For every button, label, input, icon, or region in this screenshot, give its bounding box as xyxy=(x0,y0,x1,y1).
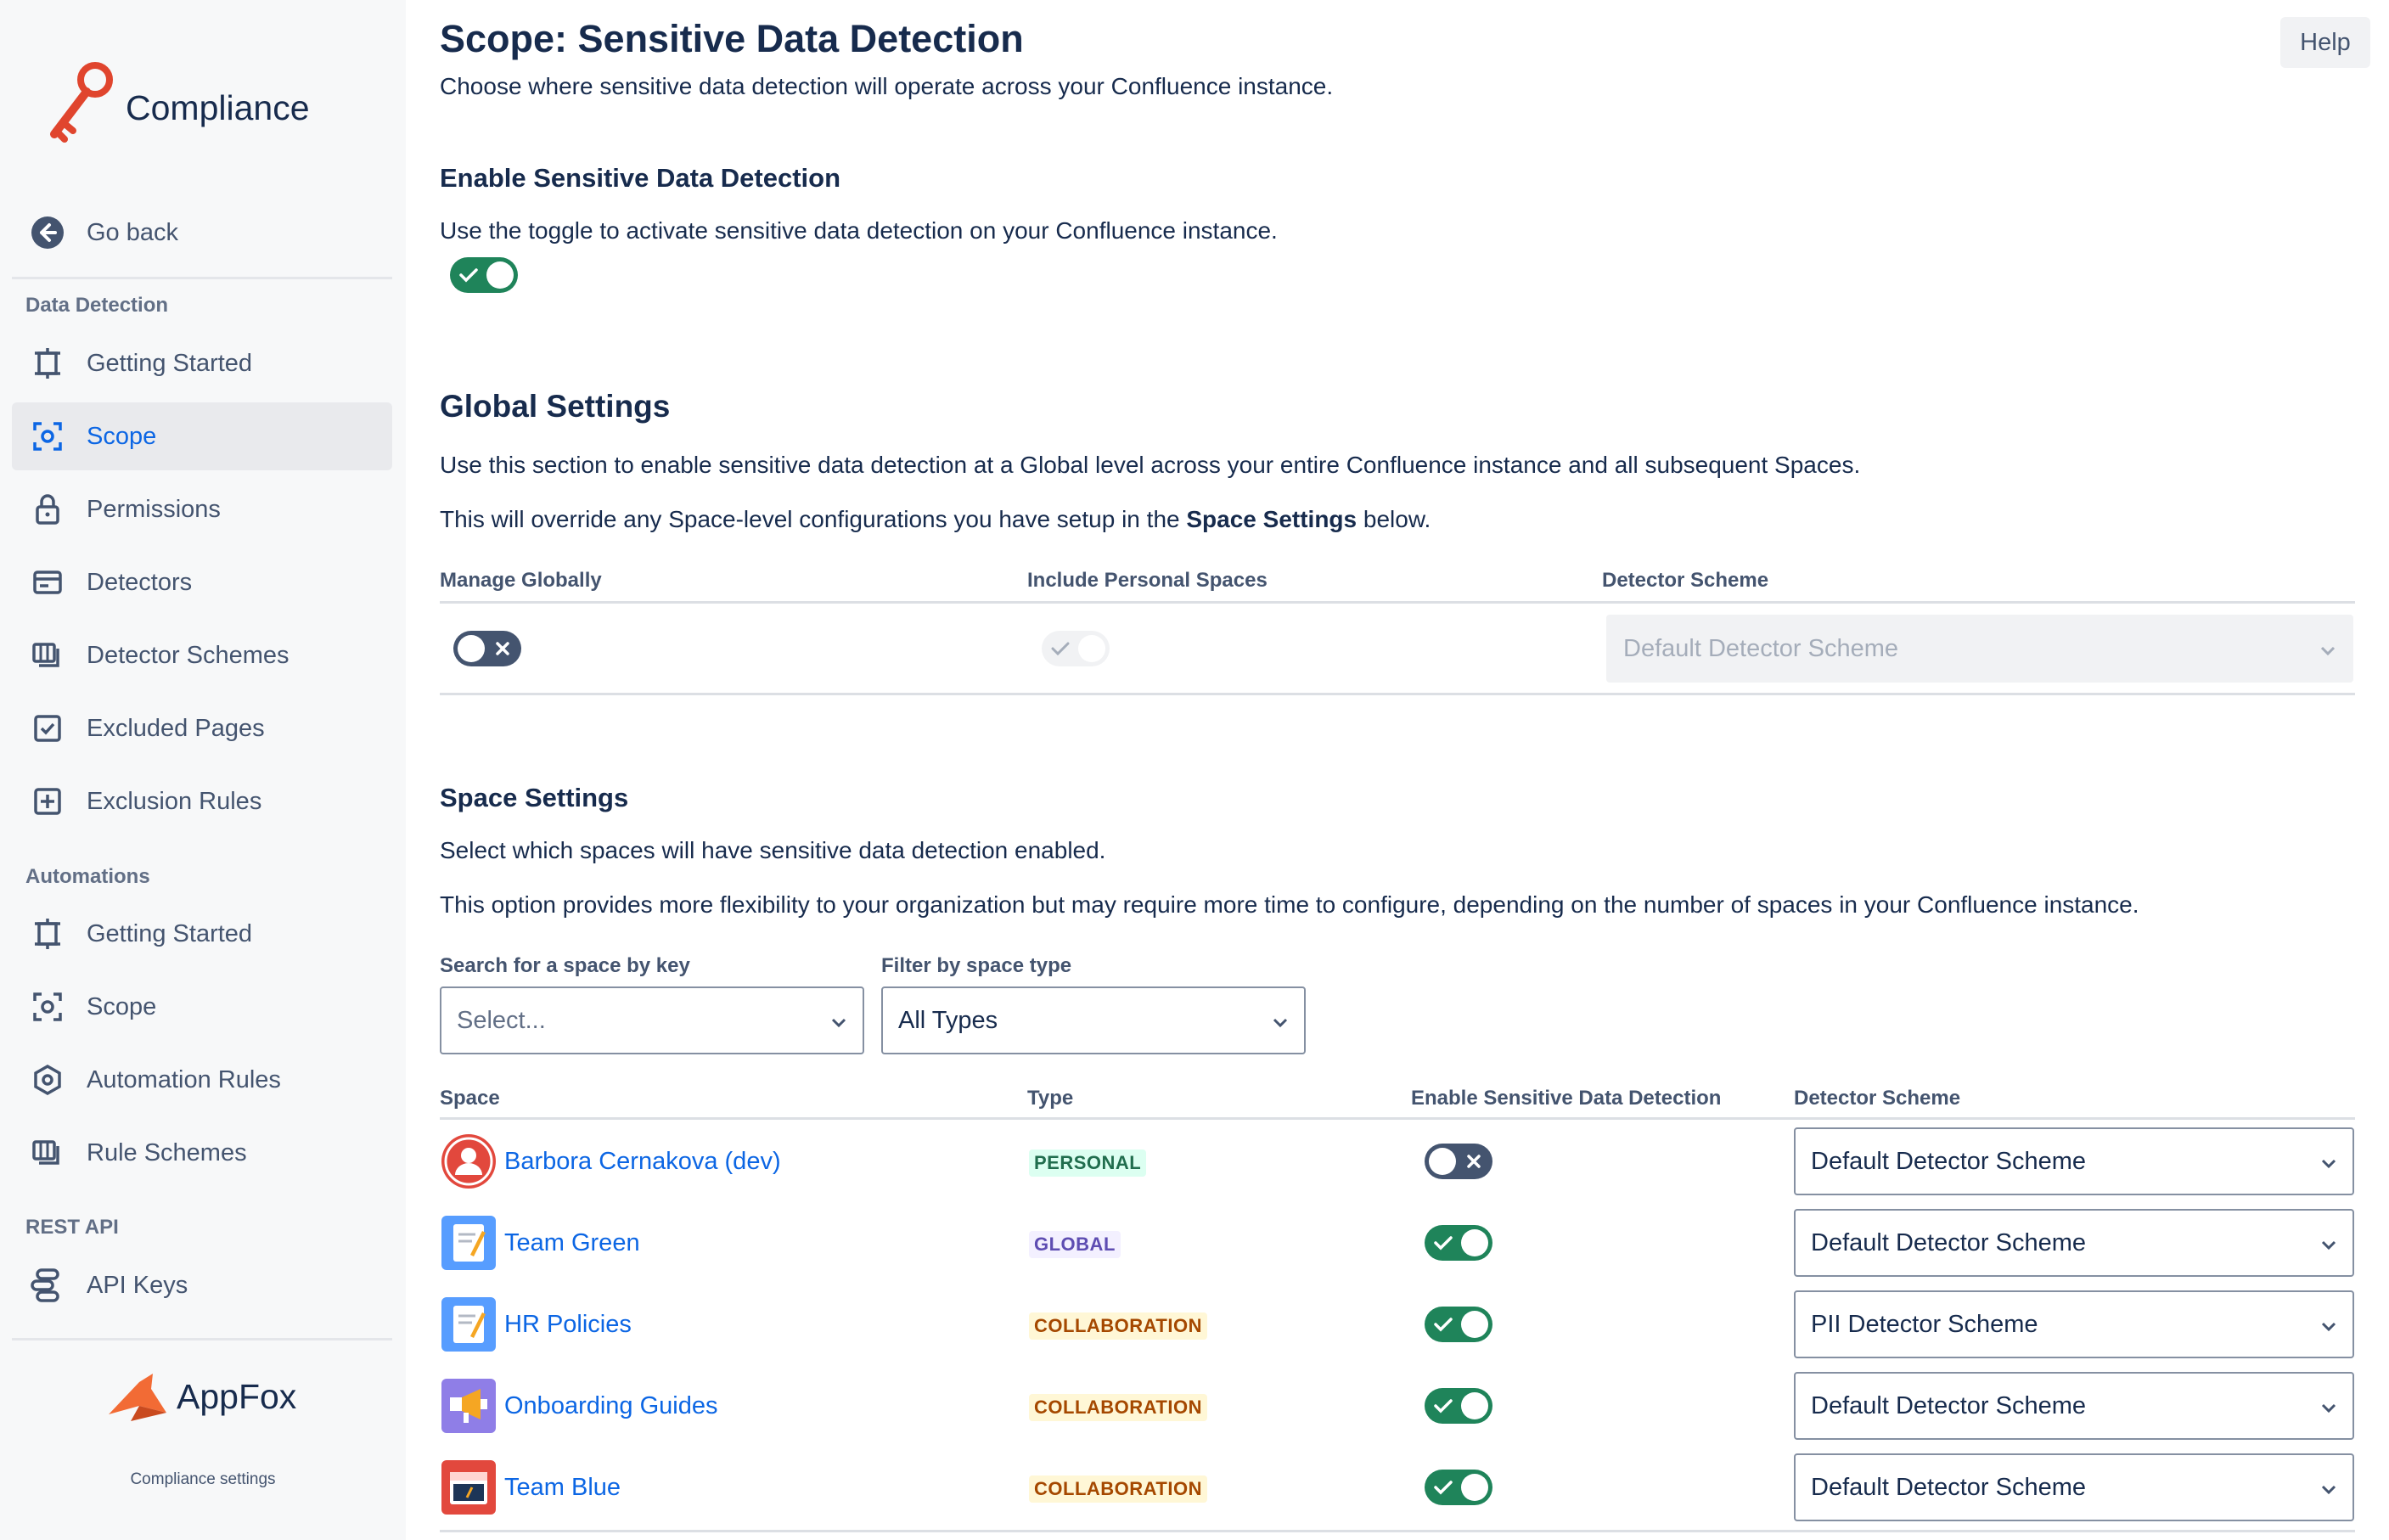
getting-started-icon xyxy=(31,917,65,951)
space-settings-title: Space Settings xyxy=(440,783,629,812)
space-scheme-value: Default Detector Scheme xyxy=(1811,1147,2086,1175)
toggle-knob xyxy=(1461,1474,1488,1501)
chevron-down-icon xyxy=(2320,1392,2337,1420)
space-detection-toggle[interactable] xyxy=(1425,1225,1492,1261)
check-icon xyxy=(1434,1388,1453,1424)
space-detection-toggle[interactable] xyxy=(1425,1388,1492,1424)
table-header-divider xyxy=(440,601,2355,604)
calendar-icon xyxy=(441,1460,496,1515)
key-icon xyxy=(44,61,121,146)
vendor-name: AppFox xyxy=(177,1377,297,1416)
sidebar-item-automation-getting-started[interactable] xyxy=(12,900,392,968)
section-automations: Automations xyxy=(25,865,150,888)
space-link[interactable]: Barbora Cernakova (dev) xyxy=(504,1148,781,1175)
space-settings-emphasis: Space Settings xyxy=(1186,506,1358,532)
space-detection-toggle[interactable] xyxy=(1425,1307,1492,1342)
sidebar-divider xyxy=(12,277,392,279)
sidebar-item-automation-scope[interactable] xyxy=(12,973,392,1041)
sidebar-item-rule-schemes[interactable] xyxy=(12,1119,392,1187)
space-description-2: This option provides more flexibility to your organization but may require more time to configure, depending on the number of spaces in your Confluence instance. xyxy=(440,891,2139,918)
col-enable: Enable Sensitive Data Detection xyxy=(1411,1087,1722,1110)
search-label: Search for a space by key xyxy=(440,954,690,977)
sidebar-item-permissions[interactable] xyxy=(12,475,392,543)
include-personal-toggle[interactable] xyxy=(1042,631,1110,666)
sidebar-item-label: Rule Schemes xyxy=(87,1138,247,1166)
getting-started-icon xyxy=(31,346,65,380)
space-scheme-select[interactable] xyxy=(1794,1453,2354,1521)
chevron-down-icon xyxy=(2320,1229,2337,1257)
sidebar-item-label: Getting Started xyxy=(87,919,253,947)
global-settings-title: Global Settings xyxy=(440,389,671,424)
toggle-knob xyxy=(1461,1229,1488,1256)
go-back-button[interactable] xyxy=(12,199,392,267)
table-bottom-divider xyxy=(440,693,2355,695)
space-link[interactable]: Team Green xyxy=(504,1229,640,1256)
space-search-placeholder: Select... xyxy=(457,1006,546,1034)
sidebar-item-label: Scope xyxy=(87,992,157,1020)
sidebar-item-label: Permissions xyxy=(87,495,221,523)
check-icon xyxy=(459,257,478,293)
toggle-knob xyxy=(1461,1392,1488,1419)
space-type-badge: GLOBAL xyxy=(1029,1231,1121,1258)
sidebar-item-exclusion-rules[interactable] xyxy=(12,767,392,835)
space-type-badge: PERSONAL xyxy=(1029,1149,1146,1177)
sidebar-item-detectors[interactable] xyxy=(12,548,392,616)
space-table-header-divider xyxy=(440,1117,2355,1120)
back-arrow-icon xyxy=(31,216,65,250)
space-scheme-value: PII Detector Scheme xyxy=(1811,1310,2038,1338)
col-manage-globally: Manage Globally xyxy=(440,569,602,592)
go-back-label: Go back xyxy=(87,218,178,246)
detectors-icon xyxy=(31,565,65,599)
schemes-icon xyxy=(31,638,65,672)
close-icon xyxy=(495,631,510,666)
person-avatar-icon xyxy=(441,1134,496,1189)
notepad-icon xyxy=(441,1216,496,1270)
enable-description: Use the toggle to activate sensitive data detection on your Confluence instance. xyxy=(440,217,1278,244)
space-detection-toggle[interactable] xyxy=(1425,1144,1492,1179)
global-scheme-value: Default Detector Scheme xyxy=(1623,634,1898,662)
space-link[interactable]: Team Blue xyxy=(504,1474,621,1501)
space-type-badge: COLLABORATION xyxy=(1029,1475,1207,1503)
toggle-knob xyxy=(1078,635,1105,662)
sidebar-divider xyxy=(12,1338,392,1340)
chevron-down-icon xyxy=(1272,1007,1289,1035)
chevron-down-icon xyxy=(830,1007,847,1035)
fox-icon xyxy=(105,1372,170,1423)
sidebar-item-label: Automation Rules xyxy=(87,1065,281,1093)
schemes-icon xyxy=(31,1136,65,1170)
enable-detection-toggle[interactable] xyxy=(450,257,518,293)
footer-note: Compliance settings xyxy=(130,1470,276,1488)
section-rest-api: REST API xyxy=(25,1216,119,1239)
space-type-badge: COLLABORATION xyxy=(1029,1312,1207,1340)
chevron-down-icon xyxy=(2319,635,2336,663)
page-title: Scope: Sensitive Data Detection xyxy=(440,17,1024,60)
space-detection-toggle[interactable] xyxy=(1425,1470,1492,1505)
global-scheme-select[interactable] xyxy=(1606,615,2353,683)
space-description-1: Select which spaces will have sensitive data detection enabled. xyxy=(440,837,1106,863)
app-name: Compliance xyxy=(126,88,310,127)
check-icon xyxy=(1434,1307,1453,1342)
sidebar-item-automation-rules[interactable] xyxy=(12,1046,392,1114)
excluded-pages-icon xyxy=(31,711,65,745)
enable-section-title: Enable Sensitive Data Detection xyxy=(440,163,841,193)
space-type-value: All Types xyxy=(898,1006,998,1034)
toggle-knob xyxy=(1461,1311,1488,1338)
space-type-badge: COLLABORATION xyxy=(1029,1394,1207,1421)
sidebar-item-label: Exclusion Rules xyxy=(87,787,262,815)
check-icon xyxy=(1051,631,1070,666)
space-type-filter[interactable] xyxy=(881,986,1306,1054)
chevron-down-icon xyxy=(2320,1311,2337,1339)
col-space-scheme: Detector Scheme xyxy=(1794,1087,1961,1110)
manage-globally-toggle[interactable] xyxy=(453,631,521,666)
space-link[interactable]: Onboarding Guides xyxy=(504,1392,718,1419)
space-search-select[interactable] xyxy=(440,986,864,1054)
sidebar-item-label: Getting Started xyxy=(87,349,253,377)
automation-rules-icon xyxy=(31,1063,65,1097)
help-button[interactable]: Help xyxy=(2280,17,2370,68)
sidebar-item-scope[interactable] xyxy=(12,402,392,470)
chevron-down-icon xyxy=(2320,1474,2337,1502)
global-description-2 xyxy=(440,506,1431,533)
close-icon xyxy=(1466,1144,1481,1179)
api-keys-icon xyxy=(31,1268,65,1302)
sidebar-item-label: Detectors xyxy=(87,568,193,596)
toggle-knob xyxy=(486,261,514,289)
space-link[interactable]: HR Policies xyxy=(504,1311,632,1338)
filter-label: Filter by space type xyxy=(881,954,1072,977)
col-detector-scheme: Detector Scheme xyxy=(1602,569,1769,592)
global-description-2-pre: This will override any Space-level configurations you have setup in the xyxy=(440,506,1187,532)
global-description-1: Use this section to enable sensitive data detection at a Global level across your entire Confluence instance and all subsequent Spaces. xyxy=(440,452,1861,478)
appfox-logo xyxy=(105,1372,326,1426)
space-scheme-value: Default Detector Scheme xyxy=(1811,1473,2086,1501)
space-scheme-select[interactable] xyxy=(1794,1372,2354,1440)
sidebar-item-label: API Keys xyxy=(87,1271,188,1299)
toggle-knob xyxy=(1429,1148,1456,1175)
space-scheme-select[interactable] xyxy=(1794,1290,2354,1358)
space-scheme-value: Default Detector Scheme xyxy=(1811,1391,2086,1419)
section-data-detection: Data Detection xyxy=(25,294,169,317)
lock-icon xyxy=(31,492,65,526)
sidebar-item-getting-started[interactable] xyxy=(12,329,392,397)
col-include-personal: Include Personal Spaces xyxy=(1027,569,1268,592)
space-scheme-value: Default Detector Scheme xyxy=(1811,1228,2086,1256)
global-description-2-post: below. xyxy=(1357,506,1431,532)
space-table-bottom-divider xyxy=(440,1530,2355,1532)
exclusion-rules-icon xyxy=(31,784,65,818)
space-scheme-select[interactable] xyxy=(1794,1127,2354,1195)
sidebar-item-label: Scope xyxy=(87,422,157,450)
chevron-down-icon xyxy=(2320,1148,2337,1176)
col-type: Type xyxy=(1027,1087,1074,1110)
scope-icon xyxy=(31,419,65,453)
sidebar-item-api-keys[interactable] xyxy=(12,1251,392,1319)
sidebar xyxy=(0,0,406,1540)
check-icon xyxy=(1434,1225,1453,1261)
page-subtitle: Choose where sensitive data detection will operate across your Confluence instance. xyxy=(440,73,1334,99)
megaphone-icon xyxy=(441,1379,496,1433)
sidebar-item-detector-schemes[interactable] xyxy=(12,621,392,689)
col-space: Space xyxy=(440,1087,500,1110)
sidebar-item-label: Detector Schemes xyxy=(87,641,289,669)
notepad-icon xyxy=(441,1297,496,1352)
check-icon xyxy=(1434,1470,1453,1505)
toggle-knob xyxy=(458,635,485,662)
sidebar-item-label: Excluded Pages xyxy=(87,714,265,742)
scope-icon xyxy=(31,990,65,1024)
app-logo xyxy=(44,61,350,146)
sidebar-item-excluded-pages[interactable] xyxy=(12,694,392,762)
space-scheme-select[interactable] xyxy=(1794,1209,2354,1277)
